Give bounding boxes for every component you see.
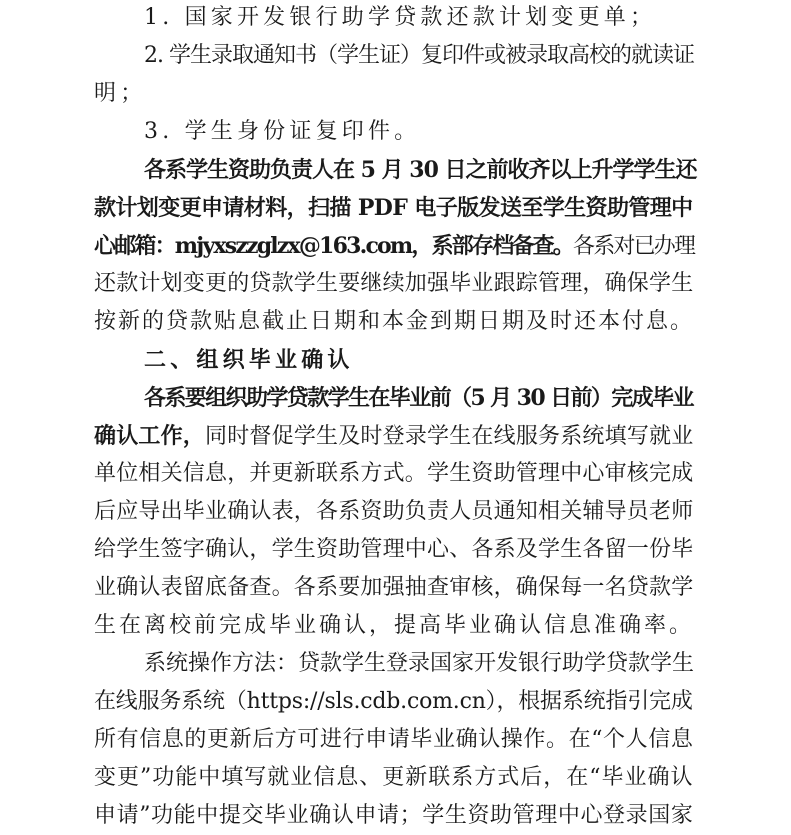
doc-line: 生在离校前完成毕业确认，提高毕业确认信息准确率。 xyxy=(94,613,695,638)
bold-text: 确认工作， xyxy=(94,423,206,449)
doc-line xyxy=(94,228,694,264)
doc-line: 申请”功能中提交毕业确认申请；学生资助管理中心登录国家 xyxy=(94,803,694,828)
doc-line: 给学生签字确认，学生资助管理中心、各系及学生各留一份毕 xyxy=(94,537,694,562)
regular-text: 各系对已办理 xyxy=(573,234,695,259)
doc-line: 按新的贷款贴息截止日期和本金到期日期及时还本付息。 xyxy=(94,309,695,334)
doc-line: 2. 学生录取通知书（学生证）复印件或被录取高校的就读证 xyxy=(144,43,694,68)
doc-line: 在线服务系统（https://sls.cdb.com.cn），根据系统指引完成 xyxy=(94,689,693,714)
doc-line: 所有信息的更新后方可进行申请毕业确认操作。在“个人信息 xyxy=(94,727,694,752)
doc-line: 各系学生资助负责人在 5 月 30 日之前收齐以上升学学生还 xyxy=(144,157,697,183)
doc-line: 还款计划变更的贷款学生要继续加强毕业跟踪管理，确保学生 xyxy=(94,271,694,296)
doc-line: 3. 学生身份证复印件。 xyxy=(144,119,421,144)
doc-line: 业确认表留底备查。各系要加强抽查审核，确保每一名贷款学 xyxy=(94,575,694,600)
doc-line: 后应导出毕业确认表，各系资助负责人员通知相关辅导员老师 xyxy=(94,499,694,524)
doc-line: 款计划变更申请材料，扫描 PDF 电子版发送至学生资助管理中 xyxy=(94,195,693,221)
doc-line: 明； xyxy=(94,81,147,106)
bold-text: 心邮箱：mjyxszzglzx@163.com，系部存档备查。 xyxy=(94,233,573,259)
regular-text: 同时督促学生及时登录学生在线服务系统填写就业 xyxy=(205,424,694,449)
doc-line xyxy=(94,418,693,454)
doc-line: 变更”功能中填写就业信息、更新联系方式后，在“毕业确认 xyxy=(94,765,694,790)
doc-line: 各系要组织助学贷款学生在毕业前（5 月 30 日前）完成毕业 xyxy=(144,385,693,411)
section-heading: 二、组织毕业确认 xyxy=(144,347,354,373)
doc-line: 1. 国家开发银行助学贷款还款计划变更单； xyxy=(144,5,657,30)
doc-line: 单位相关信息，并更新联系方式。学生资助管理中心审核完成 xyxy=(94,461,694,486)
doc-line: 系统操作方法：贷款学生登录国家开发银行助学贷款学生 xyxy=(144,651,695,676)
